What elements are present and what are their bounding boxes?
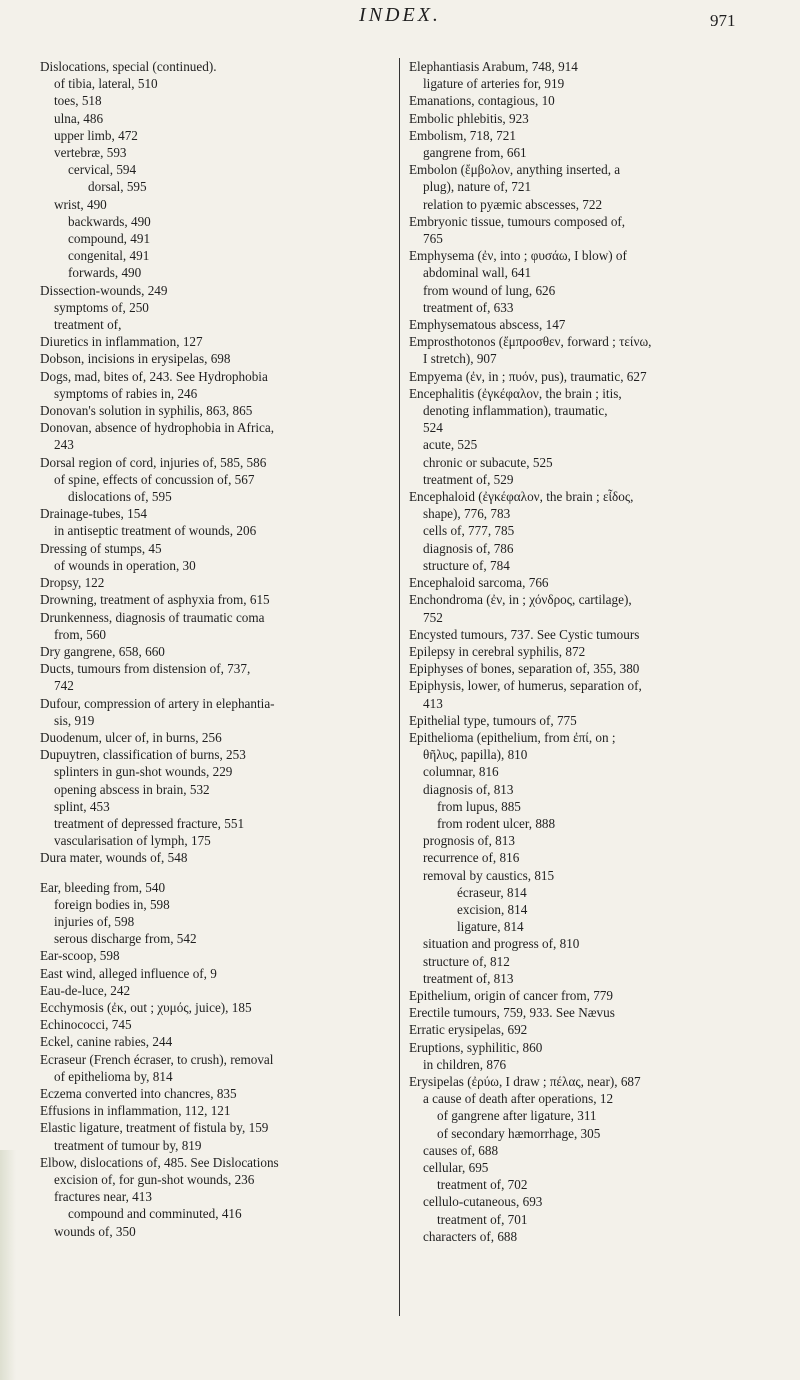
index-heading-entry: Epithelioma (epithelium, from ἐπί, on ; [409, 729, 616, 745]
index-subentry: θῆλυς, papilla), 810 [423, 747, 528, 763]
index-subentry: treatment of, 701 [437, 1211, 528, 1227]
index-heading-entry: East wind, alleged influence of, 9 [40, 965, 217, 981]
index-subentry: cervical, 594 [68, 162, 137, 178]
index-subentry: chronic or subacute, 525 [423, 454, 553, 470]
index-subentry: forwards, 490 [68, 265, 142, 281]
index-subentry: foreign bodies in, 598 [54, 896, 170, 912]
index-heading-entry: Ecraseur (French écraser, to crush), removal [40, 1051, 274, 1067]
index-subentry: symptoms of rabies in, 246 [54, 385, 198, 401]
index-heading-entry: Ear-scoop, 598 [40, 948, 120, 964]
index-heading-entry: Duodenum, ulcer of, in burns, 256 [40, 729, 222, 745]
index-subentry: I stretch), 907 [423, 351, 497, 367]
index-heading-entry: Epiphysis, lower, of humerus, separation of, [409, 678, 642, 694]
index-subentry: a cause of death after operations, 12 [423, 1091, 614, 1107]
index-subentry: vertebræ, 593 [54, 145, 127, 161]
index-heading-entry: Epilepsy in cerebral syphilis, 872 [409, 643, 586, 659]
index-subentry: columnar, 816 [423, 764, 499, 780]
index-subentry: 243 [54, 437, 74, 453]
index-subentry: gangrene from, 661 [423, 145, 527, 161]
index-heading-entry: Dogs, mad, bites of, 243. See Hydrophobia [40, 368, 268, 384]
index-heading-entry: Drunkenness, diagnosis of traumatic coma [40, 609, 265, 625]
index-heading-entry: Enchondroma (ἐν, in ; χόνδρος, cartilage), [409, 592, 632, 608]
index-heading-entry: Encephaloid sarcoma, 766 [409, 575, 549, 591]
index-heading-entry: Epiphyses of bones, separation of, 355, 380 [409, 661, 640, 677]
index-subentry: ligature of arteries for, 919 [423, 76, 565, 92]
index-subentry: in antiseptic treatment of wounds, 206 [54, 523, 257, 539]
index-subentry: treatment of, [54, 317, 122, 333]
index-subentry: prognosis of, 813 [423, 833, 515, 849]
index-heading-entry: Epithelial type, tumours of, 775 [409, 712, 577, 728]
index-subentry: cells of, 777, 785 [423, 523, 515, 539]
index-subentry: treatment of, 813 [423, 970, 514, 986]
index-subentry: toes, 518 [54, 93, 102, 109]
index-heading-entry: Embryonic tissue, tumours composed of, [409, 213, 626, 229]
index-subentry: diagnosis of, 813 [423, 781, 514, 797]
index-heading-entry: Embolism, 718, 721 [409, 127, 516, 143]
index-heading-entry: Epithelium, origin of cancer from, 779 [409, 987, 613, 1003]
index-subentry: shape), 776, 783 [423, 506, 511, 522]
index-subentry: in children, 876 [423, 1056, 507, 1072]
index-heading-entry: Donovan, absence of hydrophobia in Africa, [40, 420, 275, 436]
page-edge-stain [0, 1150, 16, 1380]
index-subentry: opening abscess in brain, 532 [54, 781, 210, 797]
page-number: 971 [710, 11, 736, 30]
index-heading-entry: Eckel, canine rabies, 244 [40, 1034, 173, 1050]
index-heading-entry: Dislocations, special (continued). [40, 59, 217, 74]
index-subentry: of secondary hæmorrhage, 305 [437, 1125, 601, 1141]
index-heading-entry: Effusions in inflammation, 112, 121 [40, 1103, 231, 1119]
index-subentry: of epithelioma by, 814 [54, 1068, 173, 1084]
index-subentry: treatment of tumour by, 819 [54, 1137, 202, 1153]
index-subentry: of wounds in operation, 30 [54, 557, 196, 573]
index-heading-entry: Ear, bleeding from, 540 [40, 879, 166, 895]
index-heading-entry: Dura mater, wounds of, 548 [40, 850, 188, 866]
index-subentry: from wound of lung, 626 [423, 282, 556, 298]
index-heading-entry: Dressing of stumps, 45 [40, 540, 162, 556]
index-subentry: characters of, 688 [423, 1228, 518, 1244]
index-heading-entry: Drowning, treatment of asphyxia from, 615 [40, 592, 270, 608]
index-subentry: denoting inflammation), traumatic, [423, 403, 608, 419]
index-heading-entry: Dufour, compression of artery in elephantia- [40, 695, 275, 711]
index-subentry: fractures near, 413 [54, 1189, 152, 1205]
index-subentry: treatment of, 529 [423, 471, 514, 487]
index-heading-entry: Ecchymosis (ἐκ, out ; χυμός, juice), 185 [40, 999, 252, 1015]
index-subentry: backwards, 490 [68, 213, 151, 229]
index-subentry: from lupus, 885 [437, 798, 521, 814]
index-subentry: situation and progress of, 810 [423, 936, 580, 952]
index-heading-entry: Embolon (ἔμβολον, anything inserted, a [409, 162, 621, 178]
index-subentry: excision of, for gun-shot wounds, 236 [54, 1172, 255, 1187]
index-heading-entry: Eruptions, syphilitic, 860 [409, 1039, 543, 1055]
index-subentry: compound and comminuted, 416 [68, 1206, 242, 1222]
index-subentry: cellular, 695 [423, 1160, 489, 1175]
index-heading-entry: Encephaloid (ἐγκέφαλον, the brain ; εἶδος, [409, 489, 634, 505]
index-heading-entry: Dorsal region of cord, injuries of, 585, 586 [40, 454, 267, 470]
index-column-left [40, 58, 410, 1240]
index-heading-entry: Dobson, incisions in erysipelas, 698 [40, 351, 231, 367]
index-subentry: splinters in gun-shot wounds, 229 [54, 764, 233, 780]
index-heading-entry: Encephalitis (ἐγκέφαλον, the brain ; itis, [409, 385, 622, 401]
index-subentry: excision, 814 [457, 901, 528, 917]
index-heading-entry: Drainage-tubes, 154 [40, 506, 147, 522]
index-subentry: treatment of depressed fracture, 551 [54, 815, 245, 831]
index-heading-entry: Empyema (ἐν, in ; πυόν, pus), traumatic, 627 [409, 368, 647, 384]
index-heading-entry: Dropsy, 122 [40, 575, 105, 591]
index-subentry: splint, 453 [54, 798, 110, 814]
index-heading-entry: Elbow, dislocations of, 485. See Dislocations [40, 1154, 279, 1170]
index-heading-entry: Dry gangrene, 658, 660 [40, 643, 165, 659]
index-heading-entry: Diuretics in inflammation, 127 [40, 334, 203, 350]
index-subentry: plug), nature of, 721 [423, 179, 532, 195]
page-header [0, 2, 800, 32]
index-heading-entry: Elastic ligature, treatment of fistula by, 159 [40, 1120, 269, 1136]
index-subentry: removal by caustics, 815 [423, 867, 555, 883]
index-subentry: recurrence of, 816 [423, 850, 520, 866]
index-subentry: congenital, 491 [68, 248, 150, 264]
index-subentry: symptoms of, 250 [54, 299, 149, 315]
index-heading-entry: Emprosthotonos (ἔμπροσθεν, forward ; τείνω, [409, 334, 652, 350]
index-subentry: treatment of, 633 [423, 299, 514, 315]
index-subentry: relation to pyæmic abscesses, 722 [423, 196, 603, 212]
index-subentry: of tibia, lateral, 510 [54, 76, 158, 92]
index-subentry: wrist, 490 [54, 196, 107, 212]
index-subentry: wounds of, 350 [54, 1223, 136, 1239]
index-subentry: serous discharge from, 542 [54, 931, 197, 947]
index-subentry: écraseur, 814 [457, 884, 527, 900]
index-heading-entry: Erectile tumours, 759, 933. See Nævus [409, 1005, 615, 1021]
index-subentry: dorsal, 595 [88, 179, 147, 195]
index-subentry: from rodent ulcer, 888 [437, 815, 556, 831]
index-subentry: structure of, 784 [423, 557, 510, 573]
index-heading-entry: Donovan's solution in syphilis, 863, 865 [40, 403, 253, 419]
index-subentry: 413 [423, 695, 443, 711]
index-subentry: treatment of, 702 [437, 1177, 528, 1193]
running-title: INDEX. [359, 4, 441, 26]
index-heading-entry: Encysted tumours, 737. See Cystic tumours [409, 626, 640, 642]
index-subentry: of gangrene after ligature, 311 [437, 1108, 597, 1124]
index-heading-entry: Echinococci, 745 [40, 1017, 132, 1033]
index-subentry: ulna, 486 [54, 110, 104, 126]
index-subentry: compound, 491 [68, 231, 151, 247]
index-subentry: dislocations of, 595 [68, 489, 172, 505]
index-subentry: sis, 919 [54, 712, 95, 728]
index-subentry: 742 [54, 678, 74, 694]
index-subentry: upper limb, 472 [54, 127, 138, 143]
index-subentry: injuries of, 598 [54, 913, 135, 929]
index-subentry: 752 [423, 609, 443, 625]
index-subentry: diagnosis of, 786 [423, 540, 514, 556]
index-subentry: acute, 525 [423, 437, 478, 453]
index-subentry: vascularisation of lymph, 175 [54, 833, 211, 849]
index-heading-entry: Emphysema (ἐν, into ; φυσάω, I blow) of [409, 248, 627, 264]
index-heading-entry: Emphysematous abscess, 147 [409, 317, 566, 333]
index-subentry: structure of, 812 [423, 953, 510, 969]
index-heading-entry: Dissection-wounds, 249 [40, 282, 168, 298]
index-heading-entry: Embolic phlebitis, 923 [409, 110, 529, 126]
index-subentry: abdominal wall, 641 [423, 265, 532, 281]
index-heading-entry: Ducts, tumours from distension of, 737, [40, 661, 251, 677]
index-subentry: from, 560 [54, 626, 107, 642]
index-subentry: 765 [423, 231, 443, 247]
index-column-right [409, 58, 787, 1245]
index-subentry: ligature, 814 [457, 919, 524, 935]
index-heading-entry: Emanations, contagious, 10 [409, 93, 555, 109]
index-heading-entry: Elephantiasis Arabum, 748, 914 [409, 59, 578, 74]
index-heading-entry: Erratic erysipelas, 692 [409, 1022, 528, 1038]
index-subentry: cellulo-cutaneous, 693 [423, 1194, 543, 1210]
index-subentry: of spine, effects of concussion of, 567 [54, 471, 255, 487]
index-heading-entry: Eau-de-luce, 242 [40, 982, 131, 998]
index-heading-entry: Eczema converted into chancres, 835 [40, 1085, 237, 1101]
index-subentry: causes of, 688 [423, 1142, 499, 1158]
index-subentry: 524 [423, 420, 443, 436]
index-heading-entry: Dupuytren, classification of burns, 253 [40, 747, 246, 763]
column-divider [399, 58, 400, 1316]
index-heading-entry: Erysipelas (ἐρύω, I draw ; πέλας, near), 687 [409, 1073, 641, 1089]
